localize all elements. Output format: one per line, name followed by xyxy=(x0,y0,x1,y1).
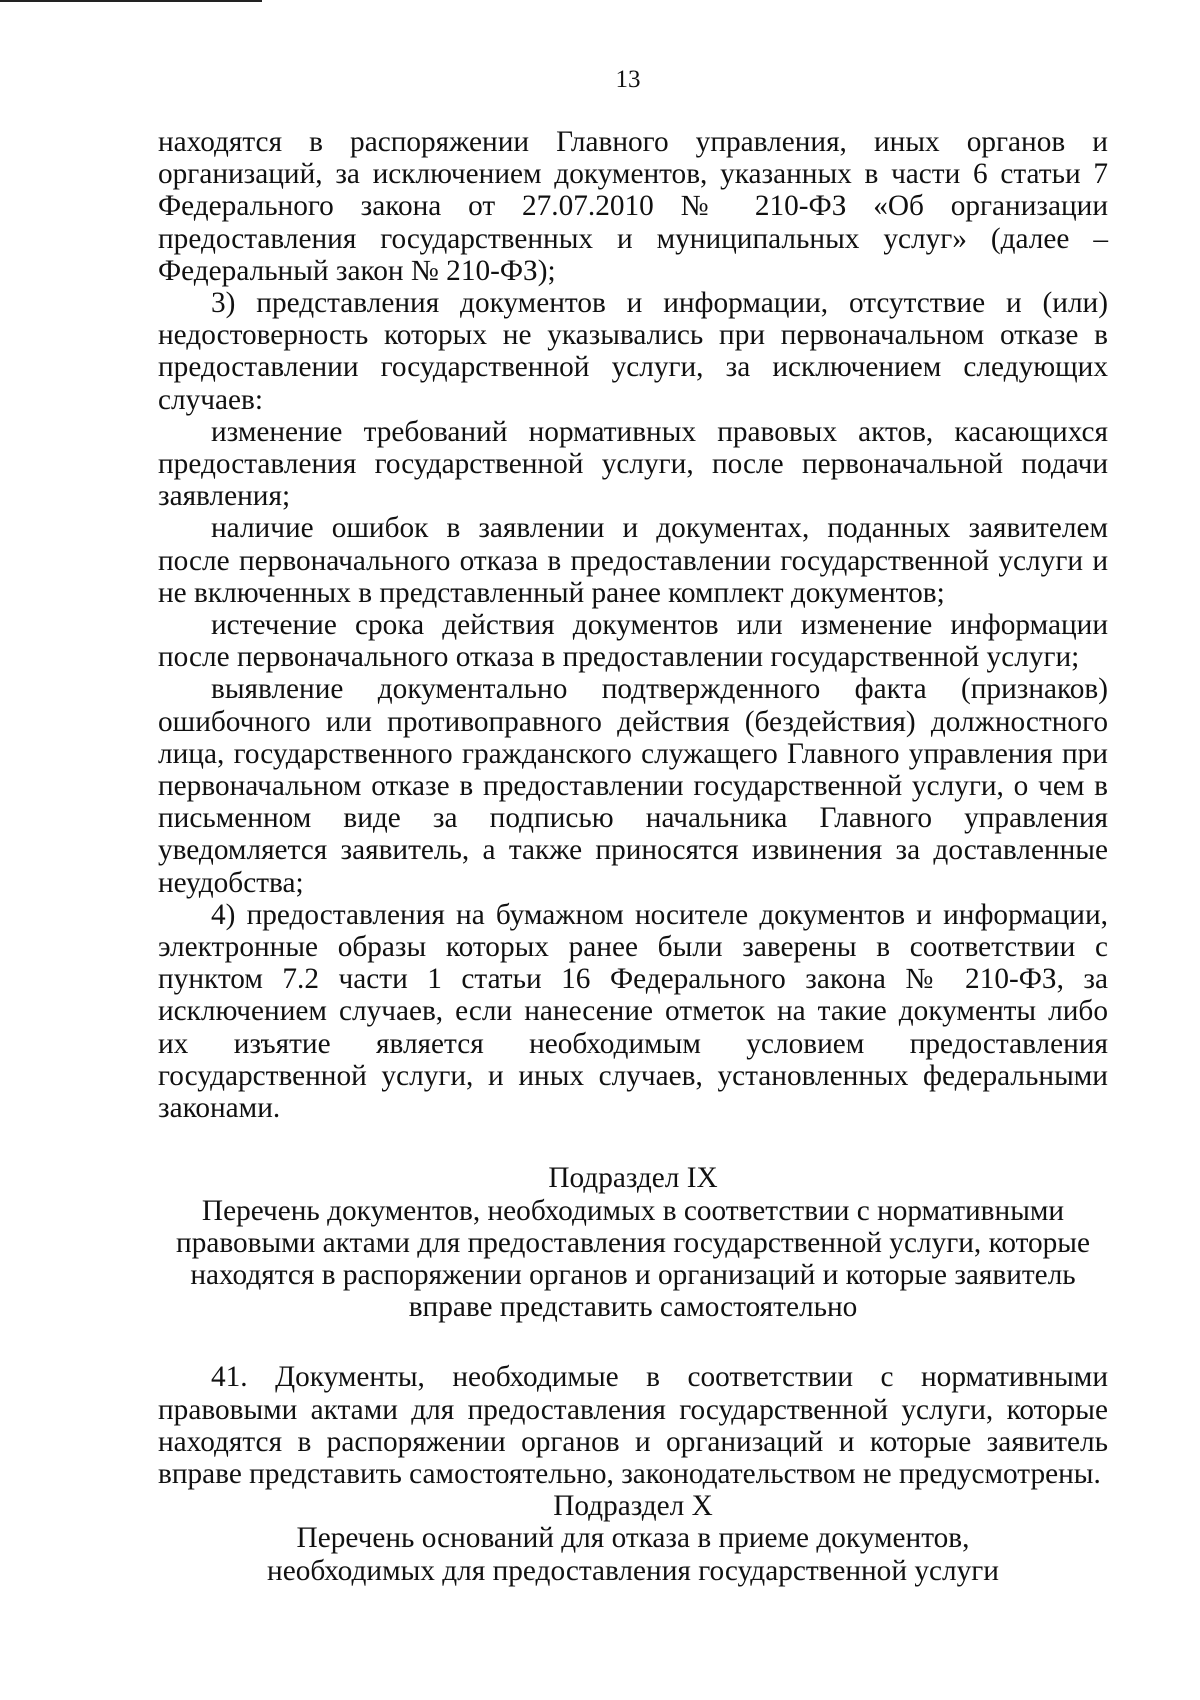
paragraph-item-4: 4) предоставления на бумажном носителе документов и информации, электронные образы которых ранее были заверены в соответствии с пунктом 7.2 части 1 статьи 16 Федерального закона № 210-ФЗ, за исключением случаев, если нанесение отметок на такие документы либо их изъятие является необходимым условием предоставления государственной услуги, и иных случаев, установленных федеральными законами. xyxy=(158,898,1108,1125)
subsection-10-title-line: Перечень оснований для отказа в приеме документов, xyxy=(296,1522,970,1555)
subsection-9-title-line: находятся в распоряжении органов и организаций и которые заявитель xyxy=(190,1258,1076,1291)
subsection-10-label: Подраздел X xyxy=(553,1490,713,1523)
paragraph-case-misconduct: выявление документально подтвержденного факта (признаков) ошибочного или противоправного действия (бездействия) должностного лица, государственного гражданского служащего Главного управления при первоначальном отказе в предоставлении государственной услуги, о чем в письменном виде за подписью начальника Главного управления уведомляется заявитель, а также приносятся извинения за доставленные неудобства; xyxy=(158,673,1108,899)
subsection-10-title-line: необходимых для предоставления государственной услуги xyxy=(267,1554,999,1587)
subsection-9-title xyxy=(158,1195,1108,1324)
subsection-9-title-line: вправе представить самостоятельно xyxy=(408,1291,858,1324)
paragraph-case-errors: наличие ошибок в заявлении и документах, поданных заявителем после первоначального отказа в предоставлении государственной услуги и не включенных в представленный ранее комплект документов; xyxy=(158,512,1108,609)
page-number: 13 xyxy=(615,66,641,93)
paragraph-item-3: 3) представления документов и информации, отсутствие и (или) недостоверность которых не указывались при первоначальном отказе в предоставлении государственной услуги, за исключением следующих случаев: xyxy=(158,287,1108,416)
subsection-9-label: Подраздел IX xyxy=(548,1162,718,1195)
paragraph-case-requirements-change: изменение требований нормативных правовых актов, касающихся предоставления государственной услуги, после первоначальной подачи заявления; xyxy=(158,415,1108,513)
subsection-9-title-line: правовыми актами для предоставления государственной услуги, которые xyxy=(176,1226,1090,1259)
paragraph-continuation: находятся в распоряжении Главного управления, иных органов и организаций, за исключением документов, указанных в части 6 статьи 7 Федерального закона от 27.07.2010 № 210-ФЗ «Об организации предоставления государственных и муниципальных услуг» (далее – Федеральный закон № 210-ФЗ); xyxy=(158,126,1108,287)
top-rule xyxy=(0,0,262,2)
subsection-10-title xyxy=(158,1522,1108,1586)
subsection-9-title-line: Перечень документов, необходимых в соответствии с нормативными xyxy=(201,1194,1065,1227)
document-body xyxy=(158,126,1108,1587)
paragraph-41: 41. Документы, необходимые в соответствии с нормативными правовыми актами для предоставления государственной услуги, которые находятся в распоряжении органов и организаций и которые заявитель вправе представить самостоятельно, законодательством не предусмотрены. xyxy=(158,1361,1108,1490)
paragraph-case-expiry: истечение срока действия документов или изменение информации после первоначального отказа в предоставлении государственной услуги; xyxy=(158,609,1108,674)
